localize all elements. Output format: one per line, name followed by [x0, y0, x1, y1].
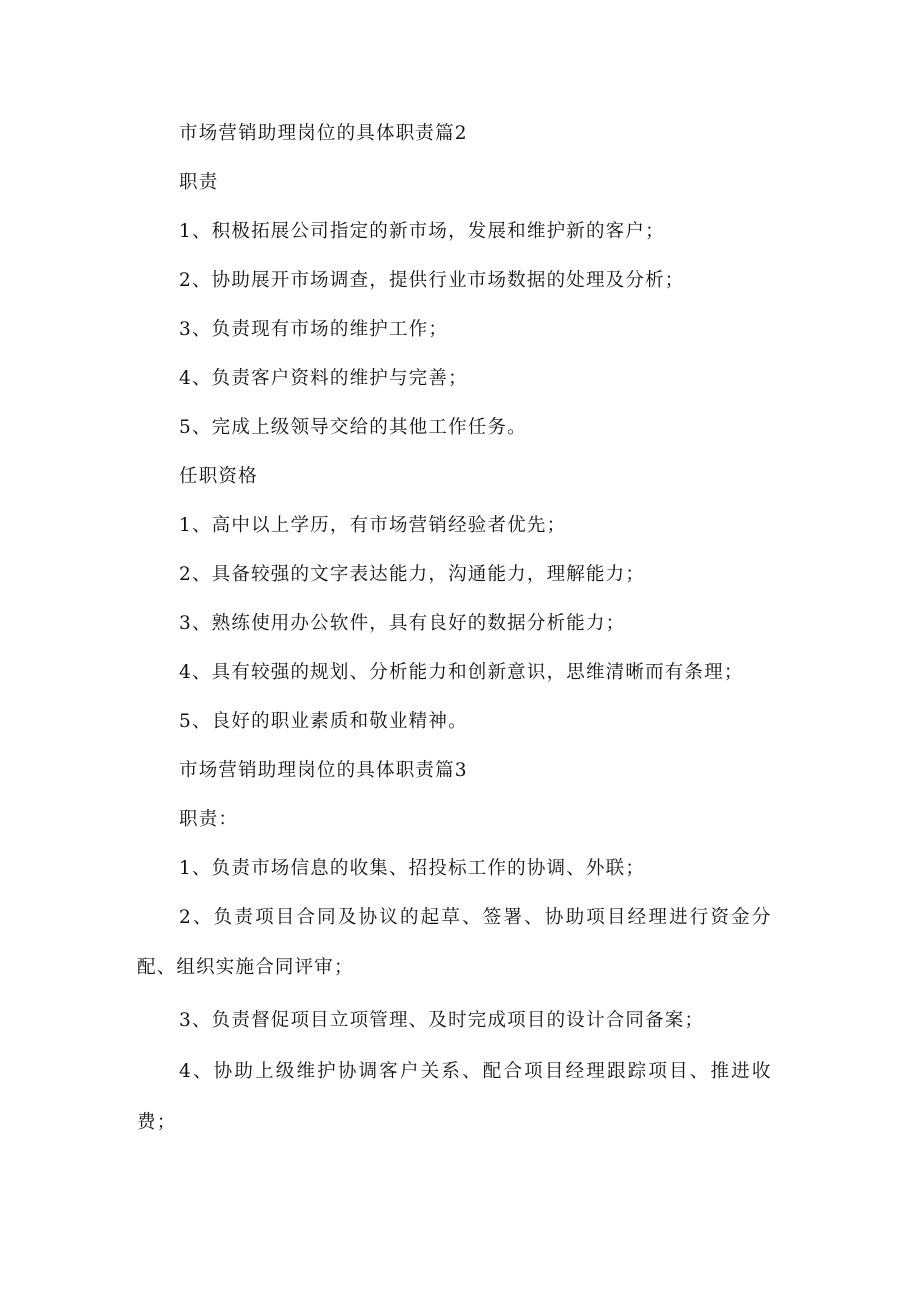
- paragraph: 5、良好的职业素质和敬业精神。: [179, 711, 468, 732]
- paragraph: 2、负责项目合同及协议的起草、签署、协助项目经理进行资金分: [179, 907, 773, 928]
- paragraph: 5、完成上级领导交给的其他工作任务。: [179, 417, 527, 438]
- paragraph: 3、负责现有市场的维护工作；: [179, 319, 449, 340]
- subheading: 职责: [179, 172, 219, 193]
- paragraph: 1、负责市场信息的收集、招投标工作的协调、外联；: [179, 858, 646, 879]
- paragraph: 1、积极拓展公司指定的新市场，发展和维护新的客户；: [179, 221, 665, 242]
- paragraph: 4、具有较强的规划、分析能力和创新意识，思维清晰而有条理；: [179, 662, 744, 683]
- paragraph-continuation: 配、组织实施合同评审；: [137, 957, 354, 978]
- paragraph: 4、负责客户资料的维护与完善；: [179, 368, 468, 389]
- paragraph-continuation: 费；: [137, 1112, 177, 1133]
- paragraph: 3、熟练使用办公软件，具有良好的数据分析能力；: [179, 613, 626, 634]
- section-heading: 市场营销助理岗位的具体职责篇3: [179, 760, 468, 781]
- section-heading: 市场营销助理岗位的具体职责篇2: [179, 123, 468, 144]
- subheading: 任职资格: [179, 466, 258, 487]
- paragraph: 2、具备较强的文字表达能力，沟通能力，理解能力；: [179, 564, 646, 585]
- paragraph: 4、协助上级维护协调客户关系、配合项目经理跟踪项目、推进收: [179, 1061, 773, 1082]
- paragraph: 1、高中以上学历，有市场营销经验者优先；: [179, 515, 567, 536]
- paragraph: 2、协助展开市场调查，提供行业市场数据的处理及分析；: [179, 270, 685, 291]
- paragraph: 3、负责督促项目立项管理、及时完成项目的设计合同备案；: [179, 1010, 705, 1031]
- subheading: 职责：: [179, 809, 239, 830]
